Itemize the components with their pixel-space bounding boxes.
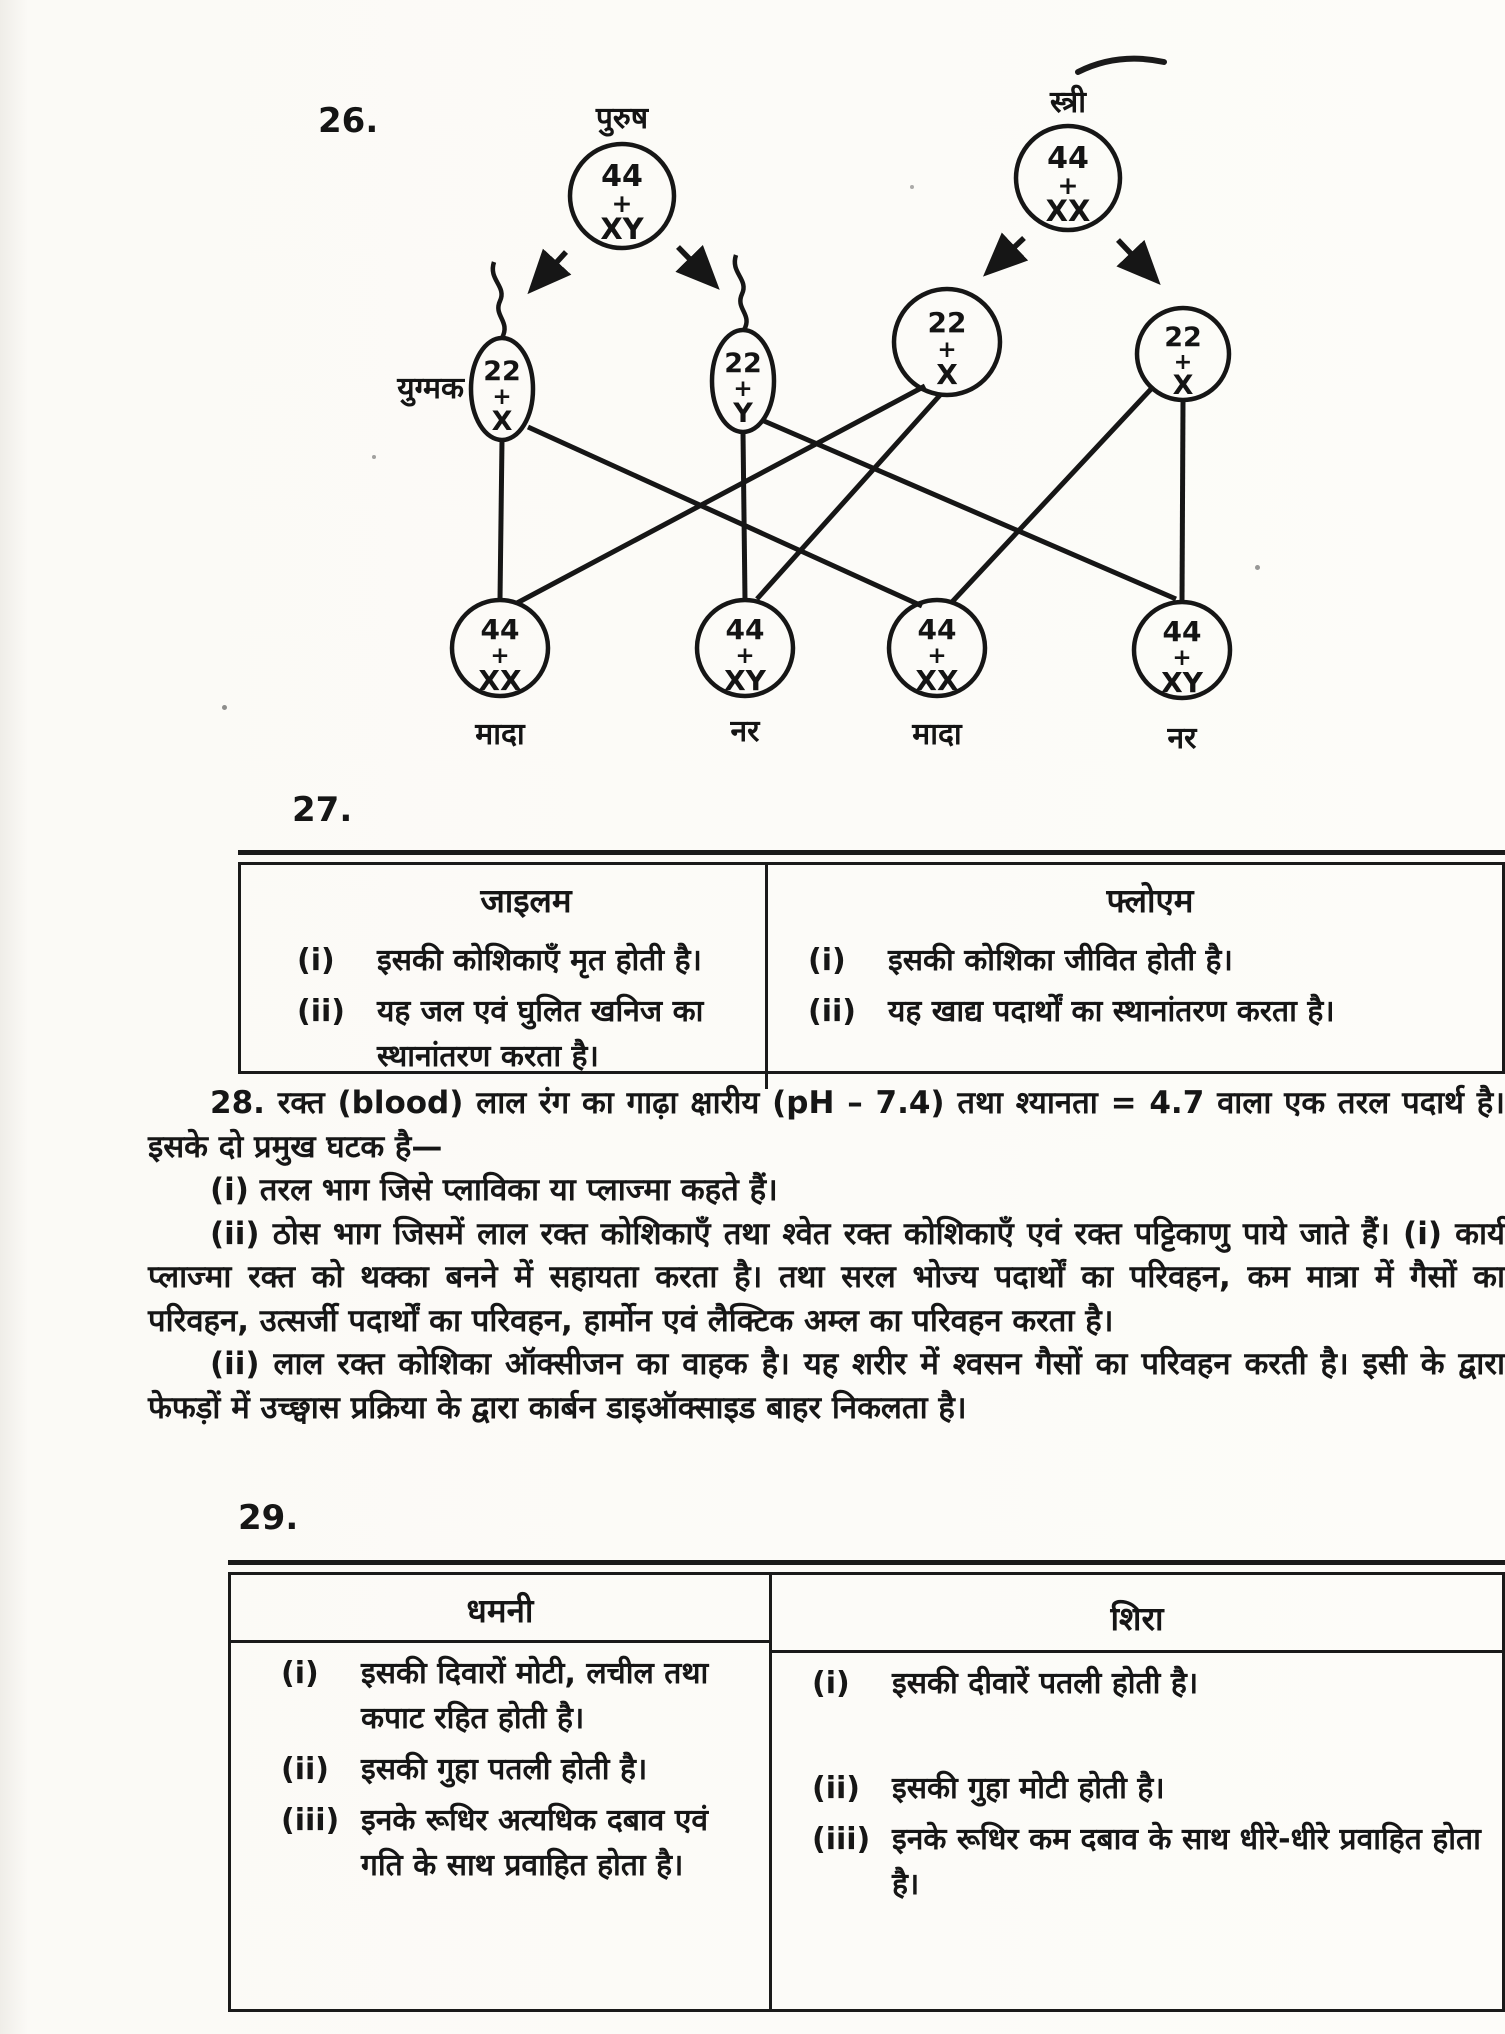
offspring-2-line3: XY	[724, 664, 766, 697]
question-29-number: 29.	[238, 1498, 299, 1538]
q28-paragraph-2: (i) तरल भाग जिसे प्लाविका या प्लाज्मा कहते हैं।	[210, 1172, 778, 1208]
offspring-4-line1: 44	[1162, 615, 1202, 648]
sperm-x-tail	[493, 262, 505, 338]
gamete-row-label: युग्मक	[397, 371, 464, 406]
artery-item-2	[281, 1747, 759, 1792]
item-number: (iii)	[281, 1803, 340, 1838]
q28-paragraph-4: (ii) लाल रक्त कोशिका ऑक्सीजन का वाहक है। यह शरीर में श्वसन गैसों का परिवहन करती है। इसी के द्वारा फेफड़ों में उच्छ्वास प्रक्रिया के द्वारा कार्बन डाइऑक्साइड बाहर निकलता है।	[148, 1346, 1505, 1426]
item-text: इसकी गुहा मोटी होती है।	[892, 1771, 1165, 1806]
offspring-4-line3: XY	[1161, 666, 1203, 699]
item-number: (i)	[808, 943, 846, 978]
offspring-4-label: नर	[1167, 721, 1197, 756]
xylem-column	[241, 865, 765, 1089]
vein-item-3	[812, 1817, 1492, 1907]
item-text: इनके रूधिर अत्यधिक दबाव एवं गति के साथ प्रवाहित होता है।	[361, 1803, 709, 1883]
offspring-2-line2: +	[735, 643, 755, 669]
phloem-header: फ्लोएम	[1106, 881, 1194, 920]
vein-header: शिरा	[1110, 1599, 1164, 1638]
egg-2-line1: 22	[1164, 322, 1202, 353]
xylem-header: जाइलम	[480, 881, 572, 920]
scan-speck	[1255, 565, 1260, 570]
item-text: इसकी कोशिका जीवित होती है।	[888, 943, 1233, 978]
egg-1-line1: 22	[927, 306, 967, 339]
scan-mark	[1078, 59, 1164, 72]
item-text: इसकी दीवारें पतली होती है।	[892, 1666, 1199, 1701]
female-cell-line3: XX	[1045, 194, 1091, 228]
sperm-y-line3: Y	[733, 398, 753, 429]
offspring-3-line1: 44	[917, 613, 957, 646]
spermy-to-o2-line	[743, 432, 745, 600]
offspring-1-line2: +	[490, 643, 510, 669]
offspring-1-line1: 44	[480, 613, 520, 646]
phloem-column	[765, 865, 1502, 1089]
offspring-3-label: मादा	[912, 717, 962, 752]
vein-column	[769, 1575, 1502, 2009]
offspring-3-line3: XX	[915, 664, 959, 697]
item-number: (iii)	[812, 1822, 871, 1857]
xylem-item-2	[297, 989, 755, 1079]
item-number: (i)	[297, 943, 335, 978]
item-number: (i)	[281, 1656, 319, 1691]
male-cell-line1: 44	[601, 159, 643, 194]
offspring-1-label: मादा	[475, 717, 525, 752]
sperm-y-tail	[735, 255, 747, 330]
sperm-x-line2: +	[492, 384, 512, 410]
phloem-item-1	[808, 938, 1492, 983]
item-number: (ii)	[808, 994, 856, 1029]
sperm-x-line3: X	[491, 406, 513, 437]
offspring-2-label: नर	[730, 714, 760, 749]
egg2-to-o3-line	[952, 388, 1152, 602]
spermx-to-o1-line	[500, 440, 502, 600]
artery-item-3	[281, 1798, 759, 1888]
xylem-phloem-table	[238, 850, 1505, 1077]
spermy-to-o4-line	[764, 421, 1176, 599]
offspring-1-line3: XX	[478, 664, 522, 697]
q28-paragraph-1: 28. रक्त (blood) लाल रंग का गाढ़ा क्षारीय (pH – 7.4) तथा श्यानता = 4.7 वाला एक तरल पदार्थ है। इसके दो प्रमुख घटक है—	[148, 1085, 1505, 1165]
artery-column	[231, 1575, 769, 2009]
male-cell-line3: XY	[600, 212, 644, 246]
spermx-to-o3-line	[528, 427, 922, 606]
item-text: यह जल एवं घुलित खनिज का स्थानांतरण करता है।	[377, 994, 704, 1074]
item-text: इसकी गुहा पतली होती है।	[361, 1752, 648, 1787]
egg-2-line3: X	[1172, 370, 1194, 401]
vein-item-2	[812, 1766, 1492, 1811]
item-text: इनके रूधिर कम दबाव के साथ धीरे-धीरे प्रवाहित होता है।	[892, 1822, 1481, 1902]
sperm-y-line1: 22	[724, 348, 762, 379]
scan-speck	[222, 705, 227, 710]
sperm-x-line1: 22	[483, 356, 521, 387]
item-number: (ii)	[812, 1771, 860, 1806]
phloem-item-2	[808, 989, 1492, 1034]
egg-1-line2: +	[937, 337, 957, 363]
scan-speck	[910, 185, 914, 189]
xylem-item-1	[297, 938, 755, 983]
artery-item-1	[281, 1651, 759, 1741]
female-to-egg2-arrow	[1118, 240, 1155, 279]
sperm-y-line2: +	[733, 376, 753, 402]
item-number: (i)	[812, 1666, 850, 1701]
vein-item-1	[812, 1661, 1492, 1706]
offspring-2-line1: 44	[725, 613, 765, 646]
item-number: (ii)	[281, 1752, 329, 1787]
offspring-4-line2: +	[1172, 645, 1192, 671]
question-27-number: 27.	[292, 790, 353, 830]
male-to-spermy-arrow	[678, 247, 714, 284]
artery-vein-table	[228, 1560, 1505, 2015]
egg-2-line2: +	[1173, 350, 1193, 375]
q28-paragraph-3: (ii) ठोस भाग जिसमें लाल रक्त कोशिकाएँ तथा श्वेत रक्त कोशिकाएँ एवं रक्त पट्टिकाणु पाये जाते हैं। (i) कार्य प्लाज्मा रक्त को थक्का बनने में सहायता करता है। तथा सरल भोज्य पदार्थों का परिवहन, कम मात्रा में गैसों का परिवहन, उत्सर्जी पदार्थों का परिवहन, हार्मोन एवं लैक्टिक अम्ल का परिवहन करता है।	[148, 1215, 1505, 1339]
male-cell-line2: +	[611, 189, 633, 218]
item-text: इसकी कोशिकाएँ मृत होती है।	[377, 943, 702, 978]
female-cell-line2: +	[1057, 171, 1079, 200]
item-number: (ii)	[297, 994, 345, 1029]
item-text: यह खाद्य पदार्थों का स्थानांतरण करता है।	[888, 994, 1335, 1029]
female-cell-line1: 44	[1047, 141, 1089, 176]
question-26-number: 26.	[318, 101, 379, 141]
female-parent-label: स्त्री	[1050, 85, 1086, 120]
sex-determination-diagram	[0, 0, 1505, 780]
offspring-3-line2: +	[927, 643, 947, 669]
scan-speck	[372, 455, 376, 459]
egg-1-line3: X	[936, 358, 958, 391]
female-to-egg1-arrow	[989, 238, 1024, 271]
item-text: इसकी दिवारों मोटी, लचील तथा कपाट रहित होती है।	[361, 1656, 709, 1736]
egg2-to-o4-line	[1182, 401, 1183, 602]
question-28-text	[148, 1082, 1505, 1430]
artery-header: धमनी	[466, 1591, 534, 1630]
male-parent-label: पुरुष	[595, 101, 649, 136]
male-to-spermx-arrow	[533, 252, 566, 288]
